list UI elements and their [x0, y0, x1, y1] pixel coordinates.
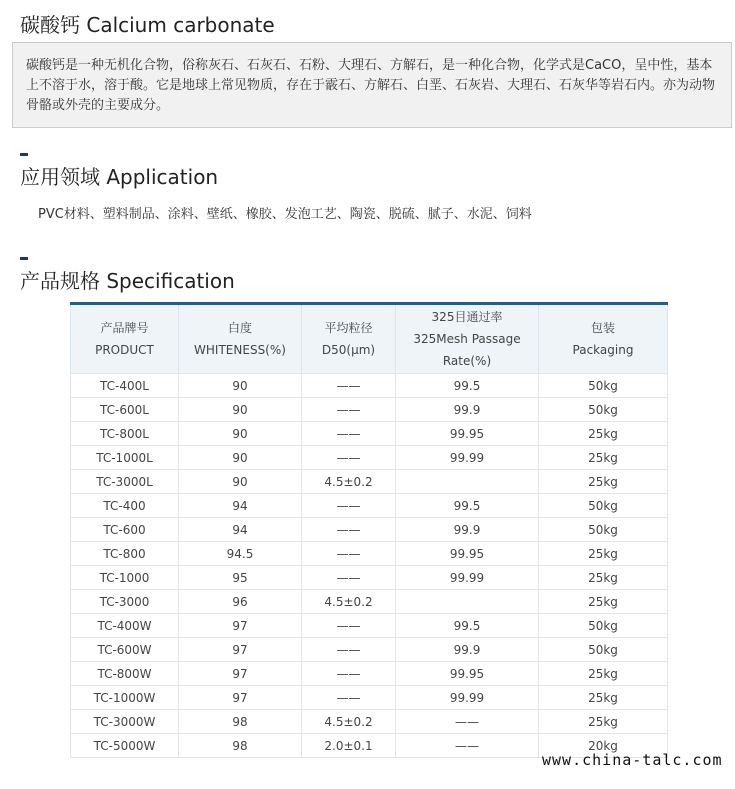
- cell-whiteness: 98: [179, 734, 302, 758]
- header-packaging-en: Packaging: [572, 343, 634, 357]
- cell-packaging: 25kg: [539, 566, 668, 590]
- cell-d50: ——: [302, 686, 396, 710]
- header-product: [71, 304, 179, 374]
- cell-d50: ——: [302, 638, 396, 662]
- header-whiteness: [179, 304, 302, 374]
- cell-product: TC-1000: [71, 566, 179, 590]
- header-product-en: PRODUCT: [95, 343, 154, 357]
- cell-mesh-rate: 99.5: [396, 614, 539, 638]
- cell-mesh-rate: 99.99: [396, 566, 539, 590]
- header-whiteness-cn: 白度: [227, 321, 252, 335]
- cell-packaging: 50kg: [539, 518, 668, 542]
- header-d50-cn: 平均粒径: [324, 321, 373, 335]
- cell-d50: ——: [302, 422, 396, 446]
- table-row: [71, 566, 668, 590]
- calcium-section-title: 碳酸钙 Calcium carbonate: [20, 13, 275, 37]
- cell-packaging: 25kg: [539, 662, 668, 686]
- table-row: [71, 518, 668, 542]
- cell-d50: ——: [302, 614, 396, 638]
- cell-mesh-rate: 99.9: [396, 518, 539, 542]
- cell-whiteness: 90: [179, 470, 302, 494]
- cell-packaging: 50kg: [539, 494, 668, 518]
- table-row: [71, 446, 668, 470]
- table-row: [71, 398, 668, 422]
- header-mesh-cn: 325目通过率: [431, 310, 503, 324]
- cell-packaging: 25kg: [539, 686, 668, 710]
- cell-mesh-rate: 99.95: [396, 422, 539, 446]
- table-row: [71, 638, 668, 662]
- specification-accent-line: [20, 257, 28, 260]
- cell-product: TC-800L: [71, 422, 179, 446]
- cell-product: TC-400: [71, 494, 179, 518]
- header-d50-en: D50(μm): [321, 343, 376, 357]
- cell-product: TC-3000L: [71, 470, 179, 494]
- cell-mesh-rate: [396, 590, 539, 614]
- cell-mesh-rate: 99.5: [396, 374, 539, 398]
- cell-product: TC-800W: [71, 662, 179, 686]
- cell-product: TC-600W: [71, 638, 179, 662]
- cell-mesh-rate: 99.9: [396, 638, 539, 662]
- cell-whiteness: 98: [179, 710, 302, 734]
- header-product-cn: 产品牌号: [100, 321, 149, 335]
- cell-mesh-rate: 99.5: [396, 494, 539, 518]
- cell-d50: ——: [302, 566, 396, 590]
- cell-packaging: 50kg: [539, 614, 668, 638]
- table-row: [71, 686, 668, 710]
- cell-d50: ——: [302, 446, 396, 470]
- cell-d50: 4.5±0.2: [302, 590, 396, 614]
- application-accent-line: [20, 153, 28, 156]
- cell-packaging: 25kg: [539, 542, 668, 566]
- site-watermark: www.china-talc.com: [542, 751, 723, 769]
- cell-packaging: 50kg: [539, 374, 668, 398]
- cell-product: TC-600: [71, 518, 179, 542]
- cell-product: TC-800: [71, 542, 179, 566]
- calcium-description: 碳酸钙是一种无机化合物，俗称灰石、石灰石、石粉、大理石、方解石，是一种化合物，化学式是CaCO，呈中性，基本上不溶于水，溶于酸。它是地球上常见物质，存在于霰石、方解石、白垩、石灰岩、大理石、石灰华等岩石内。亦为动物骨骼或外壳的主要成分。: [26, 58, 716, 113]
- cell-mesh-rate: 99.9: [396, 398, 539, 422]
- cell-whiteness: 90: [179, 398, 302, 422]
- calcium-description-box: [12, 42, 732, 128]
- cell-d50: 4.5±0.2: [302, 710, 396, 734]
- cell-mesh-rate: ——: [396, 734, 539, 758]
- cell-packaging: 25kg: [539, 470, 668, 494]
- cell-whiteness: 90: [179, 422, 302, 446]
- cell-packaging: 50kg: [539, 398, 668, 422]
- cell-whiteness: 94: [179, 518, 302, 542]
- table-row: [71, 542, 668, 566]
- cell-d50: ——: [302, 662, 396, 686]
- cell-whiteness: 95: [179, 566, 302, 590]
- cell-mesh-rate: ——: [396, 710, 539, 734]
- cell-product: TC-1000W: [71, 686, 179, 710]
- cell-mesh-rate: [396, 470, 539, 494]
- cell-product: TC-1000L: [71, 446, 179, 470]
- cell-d50: ——: [302, 518, 396, 542]
- cell-product: TC-400W: [71, 614, 179, 638]
- cell-packaging: 20kg: [539, 734, 668, 758]
- cell-product: TC-3000W: [71, 710, 179, 734]
- cell-d50: ——: [302, 374, 396, 398]
- table-row: [71, 470, 668, 494]
- cell-mesh-rate: 99.95: [396, 542, 539, 566]
- cell-d50: 4.5±0.2: [302, 470, 396, 494]
- cell-product: TC-600L: [71, 398, 179, 422]
- table-row: [71, 590, 668, 614]
- header-whiteness-en: WHITENESS(%): [194, 343, 286, 357]
- specification-table: [70, 302, 668, 758]
- cell-whiteness: 97: [179, 686, 302, 710]
- specification-section-title: 产品规格 Specification: [20, 269, 235, 293]
- cell-mesh-rate: 99.99: [396, 446, 539, 470]
- table-row: [71, 494, 668, 518]
- application-section-title: 应用领域 Application: [20, 165, 219, 189]
- header-mesh-en2: Rate(%): [442, 354, 492, 368]
- cell-d50: ——: [302, 398, 396, 422]
- cell-whiteness: 90: [179, 374, 302, 398]
- cell-product: TC-400L: [71, 374, 179, 398]
- cell-whiteness: 97: [179, 614, 302, 638]
- cell-d50: ——: [302, 542, 396, 566]
- cell-packaging: 25kg: [539, 446, 668, 470]
- header-mesh-en1: 325Mesh Passage: [413, 332, 521, 346]
- table-row: [71, 422, 668, 446]
- cell-d50: 2.0±0.1: [302, 734, 396, 758]
- header-packaging-cn: 包装: [590, 321, 615, 335]
- cell-packaging: 50kg: [539, 638, 668, 662]
- header-mesh-rate: [396, 304, 539, 374]
- header-packaging: [539, 304, 668, 374]
- cell-mesh-rate: 99.99: [396, 686, 539, 710]
- cell-whiteness: 97: [179, 638, 302, 662]
- cell-whiteness: 90: [179, 446, 302, 470]
- cell-d50: ——: [302, 494, 396, 518]
- table-row: [71, 374, 668, 398]
- cell-packaging: 25kg: [539, 422, 668, 446]
- cell-product: TC-5000W: [71, 734, 179, 758]
- cell-whiteness: 97: [179, 662, 302, 686]
- table-row: [71, 614, 668, 638]
- cell-whiteness: 94.5: [179, 542, 302, 566]
- cell-packaging: 25kg: [539, 590, 668, 614]
- application-text: PVC材料、塑料制品、涂料、壁纸、橡胶、发泡工艺、陶瓷、脱硫、腻子、水泥、饲料: [38, 207, 532, 222]
- cell-whiteness: 94: [179, 494, 302, 518]
- cell-product: TC-3000: [71, 590, 179, 614]
- header-d50: [302, 304, 396, 374]
- table-row: [71, 662, 668, 686]
- table-row: [71, 710, 668, 734]
- table-header-row: [71, 304, 668, 374]
- cell-mesh-rate: 99.95: [396, 662, 539, 686]
- cell-whiteness: 96: [179, 590, 302, 614]
- cell-packaging: 25kg: [539, 710, 668, 734]
